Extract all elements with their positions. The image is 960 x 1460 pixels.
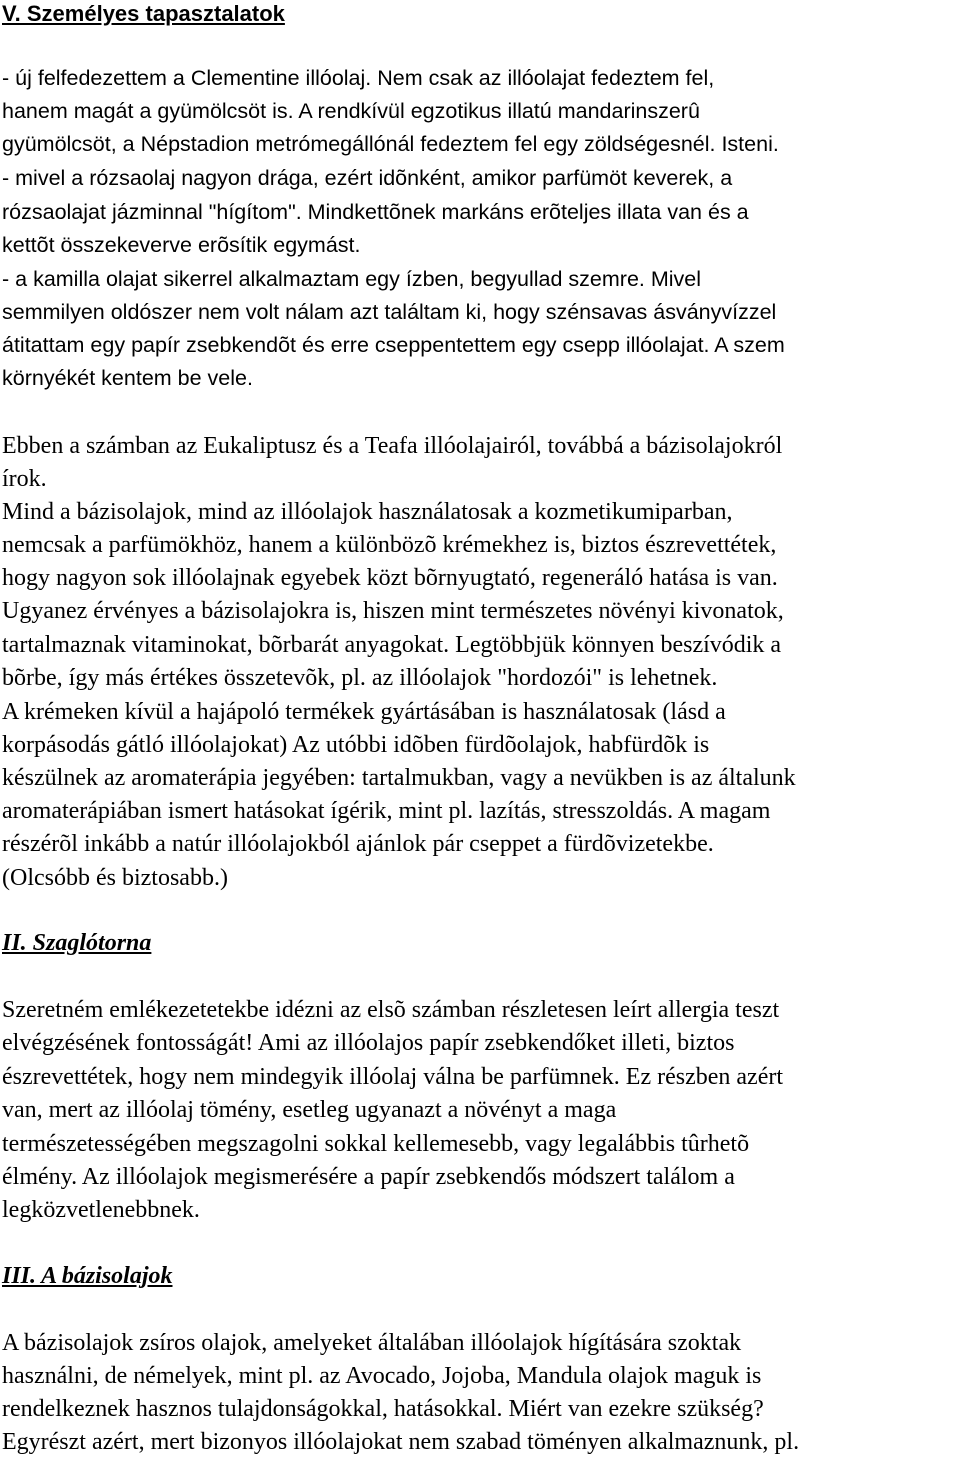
intro-line: (Olcsóbb és biztosabb.) (2, 865, 228, 891)
intro-line: bõrbe, így más értékes összetevõk, pl. az illóolajok "hordozói" is lehetnek. (2, 665, 718, 691)
section-ii-line: elvégzésének fontosságát! Ami az illóolajos papír zsebkendőket illeti, biztos (2, 1030, 735, 1056)
intro-line: tartalmaznak vitaminokat, bõrbarát anyagokat. Legtöbbjük könnyen beszívódik a (2, 632, 782, 658)
intro-line: részérõl inkább a natúr illóolajokból ajánlok pár cseppet a fürdõvizetekbe. (2, 831, 714, 857)
intro-line: Ebben a számban az Eukaliptusz és a Teafa illóolajairól, továbbá a bázisolajokról (2, 433, 783, 459)
section-v-line: környékét kentem be vele. (2, 366, 253, 390)
section-ii-line: van, mert az illóolaj tömény, esetleg ugyanazt a növényt a maga (2, 1097, 617, 1123)
section-ii-line: élmény. Az illóolajok megismerésére a papír zsebkendős módszert találom a (2, 1164, 735, 1190)
section-v-line: - mivel a rózsaolaj nagyon drága, ezért idõnként, amikor parfümöt keverek, a (2, 166, 733, 190)
section-v-line: átitattam egy papír zsebkendõt és erre cseppentettem egy csepp illóolajat. A szem (2, 333, 785, 357)
section-ii-line: természetességében megszagolni sokkal kellemesebb, vagy legalábbis tûrhetõ (2, 1131, 750, 1157)
intro-line: írok. (2, 466, 47, 492)
section-v-line: semmilyen oldószer nem volt nálam azt találtam ki, hogy szénsavas ásványvízzel (2, 300, 777, 324)
section-ii-line: legközvetlenebbnek. (2, 1197, 200, 1223)
intro-line: nemcsak a parfümökhöz, hanem a különbözõ krémekhez is, biztos észrevettétek, (2, 532, 777, 558)
section-iii-heading: III. A bázisolajok (2, 1263, 173, 1289)
section-iii-line: használni, de némelyek, mint pl. az Avocado, Jojoba, Mandula olajok maguk is (2, 1363, 762, 1389)
intro-line: korpásodás gátló illóolajokat) Az utóbbi idõben fürdõolajok, habfürdõk is (2, 732, 710, 758)
section-iii-line: A bázisolajok zsíros olajok, amelyeket általában illóolajok hígítására szoktak (2, 1330, 742, 1356)
section-iii-line: Egyrészt azért, mert bizonyos illóolajokat nem szabad töményen alkalmaznunk, pl. (2, 1429, 800, 1455)
intro-line: Mind a bázisolajok, mind az illóolajok használatosak a kozmetikumiparban, (2, 499, 733, 525)
intro-line: hogy nagyon sok illóolajnak egyebek közt bõrnyugtató, regeneráló hatása is van. (2, 565, 778, 591)
section-v-line: hanem magát a gyümölcsöt is. A rendkívül egzotikus illatú mandarinszerû (2, 99, 700, 123)
section-v-line: - a kamilla olajat sikerrel alkalmaztam egy ízben, begyullad szemre. Mivel (2, 267, 702, 291)
intro-line: Ugyanez érvényes a bázisolajokra is, hiszen mint természetes növényi kivonatok, (2, 598, 784, 624)
section-v-heading: V. Személyes tapasztalatok (2, 1, 285, 26)
intro-line: A krémeken kívül a hajápoló termékek gyártásában is használatosak (lásd a (2, 699, 726, 725)
section-v-line: - új felfedezettem a Clementine illóolaj. Nem csak az illóolajat fedeztem fel, (2, 66, 715, 90)
section-ii-line: Szeretném emlékezetetekbe idézni az elsõ számban részletesen leírt allergia teszt (2, 997, 780, 1023)
section-v-line: kettõt összekeverve erõsítik egymást. (2, 233, 361, 257)
section-v-line: gyümölcsöt, a Népstadion metrómegállónál fedeztem fel egy zöldségesnél. Isteni. (2, 132, 779, 156)
section-ii-heading: II. Szaglótorna (2, 930, 152, 956)
section-iii-line: rendelkeznek hasznos tulajdonságokkal, hatásokkal. Miért van ezekre szükség? (2, 1396, 764, 1422)
section-ii-line: észrevettétek, hogy nem mindegyik illóolaj válna be parfümnek. Ez részben azért (2, 1064, 784, 1090)
intro-line: készülnek az aromaterápia jegyében: tartalmukban, vagy a nevükben is az általunk (2, 765, 796, 791)
intro-line: aromaterápiában ismert hatásokat ígérik, mint pl. lazítás, stresszoldás. A magam (2, 798, 771, 824)
section-v-line: rózsaolajat jázminnal "hígítom". Mindkettõnek markáns erõteljes illata van és a (2, 200, 749, 224)
